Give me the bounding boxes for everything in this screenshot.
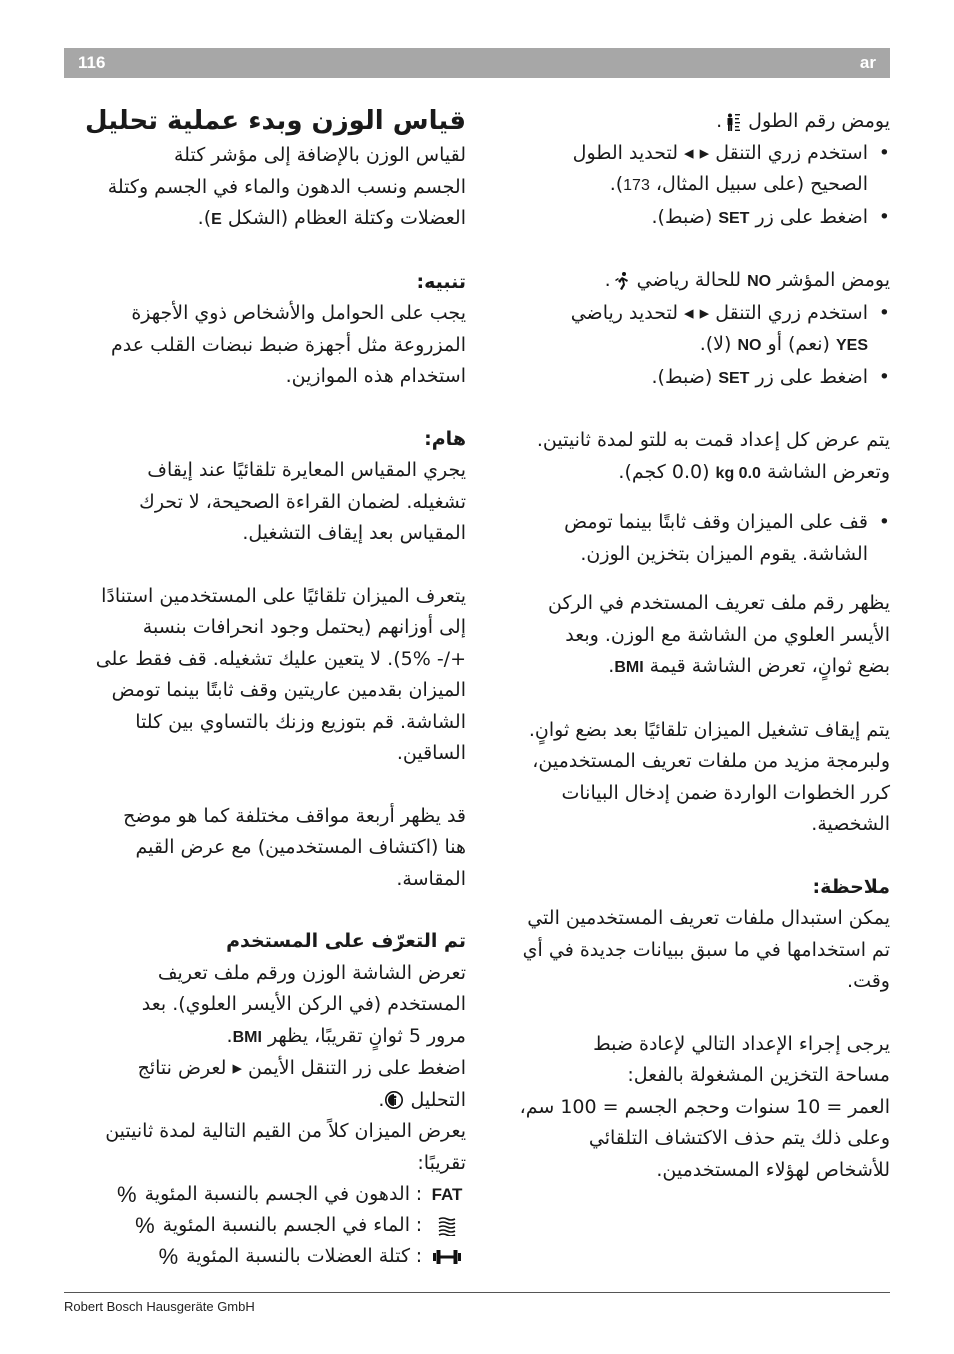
fat-label: FAT — [431, 1184, 463, 1204]
arrow-right-icon: ▸ — [699, 301, 710, 324]
height-flash-line: يومض رقم الطول . — [716, 110, 890, 132]
footer-divider — [64, 1292, 890, 1293]
positions-paragraph: قد يظهر أربعة مواقف مختلفة كما هو موضح هنا (اكتشاف المستخدمين) مع عرض القيم المقاسة. — [123, 804, 466, 890]
user-recognized-heading: تم التعرّف على المستخدم — [226, 930, 466, 952]
measure-row-muscle: : كتلة العضلات بالنسبة المئوية % — [64, 1241, 466, 1272]
athlete-bullet-set: • اضغط على زر SET (ضبط). — [651, 365, 890, 388]
page-number: 116 — [78, 53, 106, 72]
athlete-runner-icon — [611, 271, 631, 291]
warning-paragraph: يجب على الحوامل والأشخاص ذوي الأجهزة المزروعة مثل أجهزة ضبط نبضات القلب عدم استخدام هذه الموازين. — [111, 302, 466, 387]
intro-paragraph: لقياس الوزن بالإضافة إلى مؤشر كتلة الجسم ونسب الدهون والماء في الجسم وكتلة العضلات وكتلة العظام (الشكل E). — [107, 144, 466, 229]
height-bullet-set: • اضغط على زر SET (ضبط). — [651, 205, 890, 228]
right-column — [492, 106, 890, 1186]
footer-company: Robert Bosch Hausgeräte GmbH — [64, 1299, 255, 1314]
height-icon — [722, 112, 742, 132]
important-paragraph: يجري المقياس المعايرة تلقائيًا عند إيقاف تشغيله. لضمان القراءة الصحيحة، لا تحرك المقياس بعد إيقاف التشغيل. — [139, 459, 466, 544]
arrow-left-icon: ◂ — [684, 301, 694, 324]
user-recognized-paragraph: تعرض الشاشة الوزن ورقم ملف تعريف المستخدم (في الركن الأيسر العلوي). بعد مرور 5 ثوانٍ تقريبًا، يظهر BMI. اضغط على زر التنقل الأيمن ▸ لعرض نتائج التحليل . يعرض الميزان كلاً من القيم التالية لمدة ثانيتين تقريبًا: — [105, 961, 466, 1174]
note-heading: ملاحظة: — [812, 875, 890, 898]
settings-paragraph: يتم عرض كل إعداد قمت به للتو لمدة ثانيتين. وتعرض الشاشة 0.0 kg (0.0 كجم). — [536, 429, 890, 483]
auto-off-paragraph: يتم إيقاف تشغيل الميزان تلقائيًا بعد بضع ثوانٍ. ولبرمجة مزيد من ملفات تعريف المستخدمين، كرر الخطوات الواردة ضمن إدخال البيانات الشخصية. — [528, 718, 890, 835]
water-waves-icon — [437, 1216, 457, 1236]
section-title: قياس الوزن وبدء عملية تحليل — [85, 106, 466, 136]
page-header-bar — [64, 48, 890, 78]
measure-row-water: : الماء في الجسم بالنسبة المئوية % — [64, 1210, 466, 1241]
dumbbell-icon — [432, 1247, 462, 1267]
important-heading: هام: — [424, 427, 466, 450]
recognition-paragraph: يتعرف الميزان تلقائيًا على المستخدمين استنادًا إلى أوزانهم (يحتمل وجود انحرافات بنسبة +/- 5%). لا يتعين عليك تشغيله. قف فقط على الميزان بقدمين عاريتين وقف ثابتًا بينما تومض الشاشة. قم بتوزيع وزنك بالتساوي بين كلتا الساقين. — [95, 584, 466, 764]
analysis-icon — [384, 1090, 404, 1110]
measure-list — [64, 1179, 466, 1272]
language-code: ar — [859, 53, 876, 72]
reset-paragraph: يرجى إجراء الإعداد التالي لإعادة ضبط مساحة التخزين المشغولة بالفعل: العمر = 10 سنوات وحجم الجسم = 100 سم، وعلى ذلك يتم حذف الاكتشاف التلقائي للأشخاص لهؤلاء المستخدمين. — [519, 1032, 890, 1181]
arrow-left-icon: ◂ — [684, 141, 694, 164]
arrow-right-icon: ▸ — [232, 1057, 242, 1079]
athlete-flash-line: يومض المؤشر NO للحالة رياضي . — [604, 269, 890, 291]
height-bullet-nav: • استخدم زري التنقل ▸ ◂ لتحديد الطول الصحيح (على سبيل المثال، 173). — [572, 141, 890, 195]
note-paragraph: يمكن استبدال ملفات تعريف المستخدمين التي تم استخدامها في ما سبق ببيانات جديدة في أي وقت. — [522, 907, 890, 992]
warning-heading: تنبيه: — [416, 270, 466, 293]
stand-bullet: • قف على الميزان وقف ثابتًا بينما تومض الشاشة. يقوم الميزان بتخزين الوزن. — [564, 511, 890, 565]
measure-row-fat: FAT : الدهون في الجسم بالنسبة المئوية % — [64, 1179, 466, 1210]
athlete-bullet-nav: • استخدم زري التنقل ▸ ◂ لتحديد رياضي YES (نعم) أو NO (لا). — [570, 301, 890, 355]
arrow-right-icon: ▸ — [699, 141, 710, 164]
profile-paragraph: يظهر رقم ملف تعريف المستخدم في الركن الأيسر العلوي من الشاشة مع الوزن. وبعد بضع ثوانٍ، تعرض الشاشة قيمة BMI. — [548, 592, 890, 677]
left-column — [64, 104, 466, 1272]
